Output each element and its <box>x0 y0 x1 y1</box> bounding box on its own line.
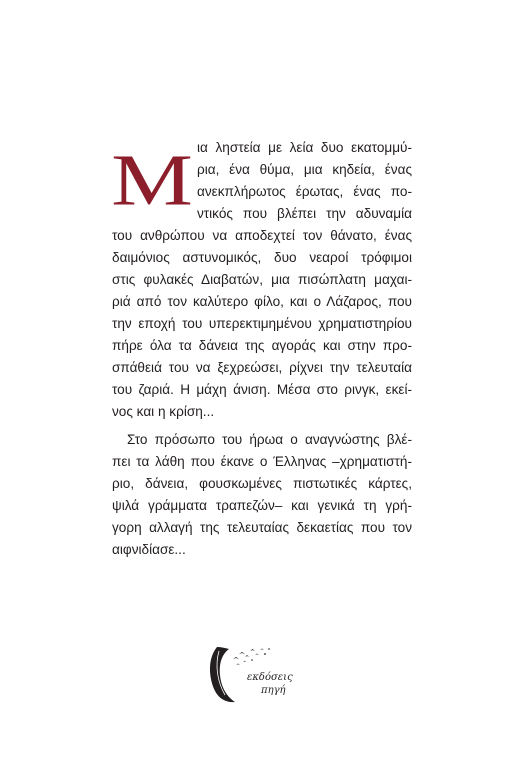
paragraph-line: ριο, δάνεια, φουσκωμένες πιστωτικές κάρτες, <box>112 476 412 491</box>
publisher-name-line2: πηγή <box>261 685 286 696</box>
paragraph-line: ντικός που βλέπει την αδυναμία <box>197 206 412 221</box>
paragraph-line: νος και η κρίση... <box>112 404 215 419</box>
paragraph-line: γορη αλλαγή της τελευταίας δεκαετίας που τον <box>112 520 412 535</box>
paragraph-line: ια ληστεία με λεία δυο εκατομμύ- <box>197 140 412 155</box>
paragraph-line: αιφνιδίασε... <box>112 542 186 557</box>
paragraph-line: του ανθρώπου να αποδεχτεί τον θάνατο, ένας <box>112 228 412 243</box>
drop-cap-letter <box>111 139 193 222</box>
paragraph-line: ανεκπλήρωτος έρωτας, ένας πο- <box>197 184 412 199</box>
publisher-logo <box>207 645 327 705</box>
paragraph-line: Στο πρόσωπο του ήρωα ο αναγνώστης βλέ- <box>127 432 412 447</box>
paragraph-line: ριά από τον καλύτερο φίλο, και ο Λάζαρος, που <box>112 294 412 309</box>
paragraph-line: στις φυλακές Διαβατών, μια πισώπλατη μαχαι- <box>112 272 412 287</box>
paragraph-line: πήρε όλα τα δάνεια της αγοράς και στην προ- <box>112 338 412 353</box>
paragraph-line: πει τα λάθη που έκανε ο Έλληνας –χρηματιστή- <box>112 454 412 469</box>
paragraph-line: ψιλά γράμματα τραπεζών– και γενικά τη γρή- <box>112 498 412 513</box>
paragraph-line: ρια, ένα θύμα, μια κηδεία, ένας <box>197 162 412 177</box>
paragraph-line: του ζαριά. Η μάχη άνιση. Μέσα στο ρινγκ, εκεί- <box>112 382 412 397</box>
paragraph-line: σπάθειά του να ξεχρεώσει, ρίχνει την τελευταία <box>112 360 412 375</box>
publisher-name-line1: εκδόσεις <box>247 672 293 683</box>
paragraph-line: δαιμόνιος αστυνομικός, δυο νεαροί τρόφιμοι <box>112 250 412 265</box>
svg-text:Μ: Μ <box>111 140 193 222</box>
paragraph-line: την εποχή του υπερεκτιμημένου χρηματιστηρίου <box>112 316 412 331</box>
